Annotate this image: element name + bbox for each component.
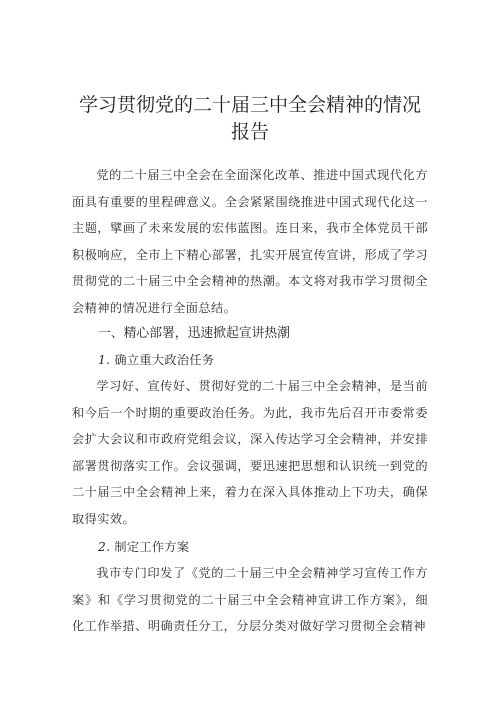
subsection-title: . 确立重大政治任务 — [106, 353, 215, 367]
document-title-continued: 报告 — [230, 121, 269, 143]
subsection-2-paragraph: 我市专门印发了《党的二十届三中全会精神学习宣传工作方案》和《学习贯彻党的二十届三中全会精神宣讲工作方案》，细化工作举措、明确责任分工，分层分类对做好学习贯彻全会精神 — [72, 566, 428, 633]
section-heading-1: 一、精心部署，迅速掀起宣讲热潮 — [98, 326, 290, 341]
subsection-heading-2 — [98, 534, 438, 560]
subsection-number: 2 — [98, 540, 107, 554]
intro-paragraph: 党的二十届三中全会在全面深化改革、推进中国式现代化方面具有重要的里程碑意义。全会紧紧围绕推进中国式现代化这一主题，擘画了未来发展的宏伟蓝图。连日来，我市全体党员干部积极响应，全市上下精心部署，扎实开展宣传宣讲，形成了学习贯彻党的二十届三中全会精神的热潮。本文将对我市学习贯彻全会精神的情况进行全面总结。 — [72, 168, 428, 315]
subsection-title: . 制定工作方案 — [106, 540, 190, 554]
subsection-heading-1 — [98, 347, 438, 373]
document-title: 学习贯彻党的二十届三中全会精神的情况 — [78, 94, 421, 116]
subsection-number: 1 — [98, 353, 107, 367]
subsection-1-paragraph: 学习好、宣传好、贯彻好党的二十届三中全会精神，是当前和今后一个时期的重要政治任务。为此，我市先后召开市委常委会扩大会议和市政府党组会议，深入传达学习全会精神，并安排部署贯彻落实工作。会议强调，要迅速把思想和认识统一到党的二十届三中全会精神上来，着力在深入具体推动上下功夫，确保取得实效。 — [72, 379, 428, 526]
